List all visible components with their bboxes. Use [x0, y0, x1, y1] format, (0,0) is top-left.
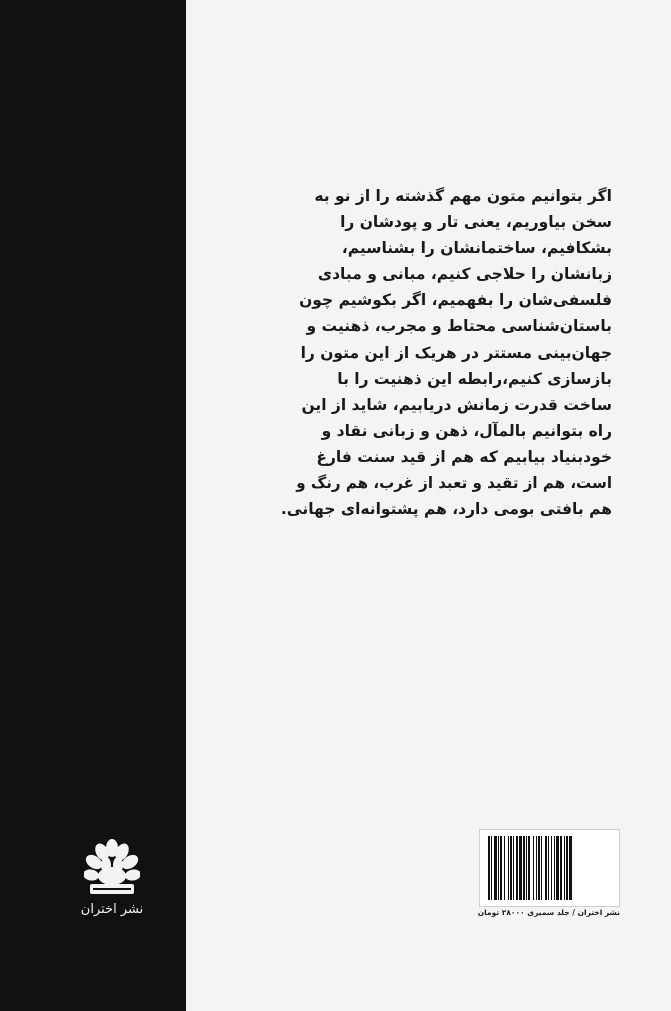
book-spine: [0, 0, 186, 1011]
barcode-bar: [545, 836, 547, 900]
text-line: راه بتوانیم بالمآل، ذهن و زبانی نقاد و: [321, 421, 612, 440]
barcode-bar: [560, 836, 562, 900]
barcode-bar: [508, 836, 509, 900]
barcode: [484, 834, 614, 902]
barcode-bar: [494, 836, 497, 900]
barcode-bar: [554, 836, 555, 900]
barcode-bar: [551, 836, 552, 900]
text-line: فلسفی‌شان را بفهمیم، اگر بکوشیم چون: [299, 291, 612, 310]
barcode-label: [479, 829, 620, 907]
barcode-bar: [566, 836, 568, 900]
barcode-bar: [564, 836, 565, 900]
text-line: اگر بتوانیم متون مهم گذشته را از نو به: [314, 187, 612, 205]
text-line: ساخت قدرت زمانش دریابیم، شاید از این: [301, 395, 612, 414]
barcode-bar: [504, 836, 505, 900]
text-line: جهان‌بینی مستتر در هریک از این متون را: [300, 343, 612, 362]
text-line: بازسازی کنیم،رابطه این ذهنیت را با: [337, 369, 612, 388]
text-line: هم بافتی بومی دارد، هم پشتوانه‌ای جهانی.: [280, 500, 612, 519]
back-cover-text: [280, 183, 612, 522]
barcode-bar: [533, 836, 534, 900]
text-line: سخن بیاوریم، یعنی تار و پودشان را: [340, 213, 612, 232]
barcode-bar: [541, 836, 542, 900]
barcode-bar: [536, 836, 537, 900]
barcode-bar: [500, 836, 502, 900]
barcode-bar: [556, 836, 559, 900]
text-line: باستان‌شناسی محتاط و مجرب، ذهنیت و: [306, 317, 612, 336]
text-line: بشکافیم، ساختمانشان را بشناسیم،: [341, 239, 612, 258]
barcode-bar: [526, 836, 527, 900]
barcode-bar: [548, 836, 549, 900]
barcode-bar: [498, 836, 499, 900]
barcode-bar: [528, 836, 530, 900]
barcode-bar: [538, 836, 540, 900]
barcode-bar: [510, 836, 512, 900]
barcode-bar: [519, 836, 522, 900]
barcode-bar: [488, 836, 490, 900]
barcode-bar: [491, 836, 492, 900]
barcode-bar: [516, 836, 518, 900]
publisher-logo-icon: [84, 838, 140, 898]
barcode-bar: [513, 836, 514, 900]
barcode-bar: [523, 836, 525, 900]
text-line: زبانشان را حلاجی کنیم، مبانی و مبادی: [317, 265, 612, 284]
price-label: نشر اختران / جلد سمیری ۲۸۰۰۰ تومان: [477, 908, 620, 917]
publisher-name: نشر اختران: [80, 902, 144, 917]
text-line: خودبنیاد بیابیم که هم از قید سنت فارغ: [316, 447, 612, 466]
barcode-bar: [569, 836, 572, 900]
text-line: است، هم از تقید و تعبد از غرب، هم رنگ و: [296, 474, 612, 493]
